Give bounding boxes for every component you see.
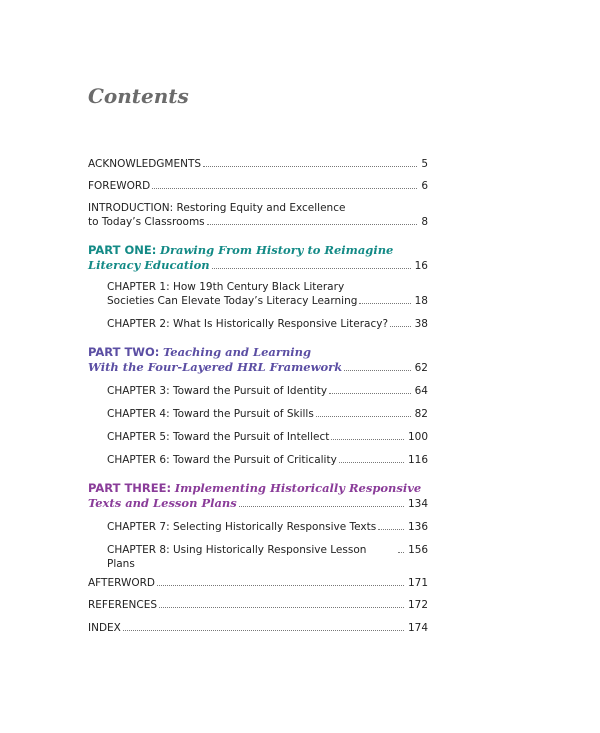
dot-leader — [344, 370, 410, 371]
dot-leader — [203, 166, 417, 167]
entry-label: CHAPTER 5: Toward the Pursuit of Intellect — [107, 431, 330, 443]
toc-entry-chapter-4[interactable] — [107, 407, 428, 421]
dot-leader — [159, 607, 404, 608]
toc-entry-afterword[interactable] — [88, 576, 428, 590]
dot-leader — [157, 585, 404, 586]
page-number: 134 — [407, 498, 428, 510]
entry-label: FOREWORD — [88, 180, 151, 192]
toc-entry-chapter-5[interactable] — [107, 430, 428, 444]
entry-label: CHAPTER 7: Selecting Historically Responsive Texts — [107, 521, 377, 533]
dot-leader — [390, 326, 411, 327]
toc-entry-chapter-6[interactable] — [107, 453, 428, 467]
page-number: 8 — [421, 216, 428, 228]
dot-leader — [329, 393, 411, 394]
page-number: 156 — [408, 544, 429, 556]
entry-label: Societies Can Elevate Today’s Literacy Learning — [107, 295, 358, 307]
page-number: 18 — [414, 295, 428, 307]
part-two-title-line2: With the Four-Layered HRL Framework — [88, 360, 343, 374]
entry-label: INDEX — [88, 622, 121, 634]
toc-entry-index[interactable] — [88, 621, 428, 635]
entry-label: CHAPTER 3: Toward the Pursuit of Identity — [107, 385, 328, 397]
part-one-label: PART ONE: — [88, 243, 157, 257]
page-number: 172 — [407, 599, 428, 611]
part-three-title-line2: Texts and Lesson Plans — [88, 496, 237, 510]
part-three-title-line1: Implementing Historically Responsive — [174, 481, 422, 495]
part-one-title-line1: Drawing From History to Reimagine — [159, 243, 394, 257]
dot-leader — [359, 303, 410, 304]
toc-entry-part-three[interactable] — [88, 496, 428, 512]
dot-leader — [398, 552, 404, 553]
dot-leader — [207, 224, 418, 225]
page-number: 171 — [407, 577, 428, 589]
dot-leader — [339, 462, 404, 463]
dot-leader — [378, 529, 404, 530]
page-number: 62 — [414, 362, 428, 374]
part-two-heading — [88, 345, 311, 360]
entry-label: AFTERWORD — [88, 577, 155, 589]
toc-entry-chapter-8[interactable] — [107, 543, 428, 571]
toc-entry-foreword[interactable] — [88, 179, 428, 193]
dot-leader — [239, 506, 404, 507]
dot-leader — [316, 416, 411, 417]
toc-entry-chapter-3[interactable] — [107, 384, 428, 398]
page-number: 6 — [421, 180, 428, 192]
dot-leader — [123, 630, 404, 631]
entry-label: to Today’s Classrooms — [88, 216, 205, 228]
part-three-heading — [88, 481, 421, 496]
page-number: 5 — [421, 158, 428, 170]
entry-label: ACKNOWLEDGMENTS — [88, 158, 202, 170]
toc-entry-chapter-1[interactable] — [107, 294, 428, 308]
dot-leader — [152, 188, 417, 189]
page-number: 64 — [414, 385, 428, 397]
toc-entry-chapter-7[interactable] — [107, 520, 428, 534]
part-two-label: PART TWO: — [88, 345, 160, 359]
page-number: 136 — [407, 521, 428, 533]
entry-label: CHAPTER 8: Using Historically Responsive Lesson Plans — [107, 544, 367, 570]
toc-entry-chapter-2[interactable] — [107, 317, 428, 331]
toc-entry-part-two[interactable] — [88, 360, 428, 376]
part-three-label: PART THREE: — [88, 481, 172, 495]
page-number: 116 — [407, 454, 428, 466]
part-two-title-line1: Teaching and Learning — [163, 345, 312, 359]
page-title: Contents — [88, 84, 189, 108]
entry-label: CHAPTER 2: What Is Historically Responsive Literacy? — [107, 318, 389, 330]
part-one-heading — [88, 243, 393, 258]
toc-entry-part-one[interactable] — [88, 258, 428, 274]
toc-entry-chapter-1-line1: CHAPTER 1: How 19th Century Black Literary — [107, 281, 345, 293]
page-number: 100 — [407, 431, 428, 443]
part-one-title-line2: Literacy Education — [88, 258, 210, 272]
toc-entry-references[interactable] — [88, 598, 428, 612]
entry-label: CHAPTER 6: Toward the Pursuit of Criticality — [107, 454, 337, 466]
dot-leader — [212, 268, 411, 269]
toc-entry-acknowledgments[interactable] — [88, 157, 428, 171]
page-number: 38 — [414, 318, 428, 330]
dot-leader — [331, 439, 404, 440]
toc-entry-introduction[interactable] — [88, 215, 428, 229]
entry-label: REFERENCES — [88, 599, 158, 611]
page-number: 174 — [407, 622, 428, 634]
toc-entry-introduction-line1: INTRODUCTION: Restoring Equity and Excellence — [88, 202, 346, 214]
page-number: 16 — [414, 260, 428, 272]
page-number: 82 — [414, 408, 428, 420]
entry-label: CHAPTER 4: Toward the Pursuit of Skills — [107, 408, 314, 420]
